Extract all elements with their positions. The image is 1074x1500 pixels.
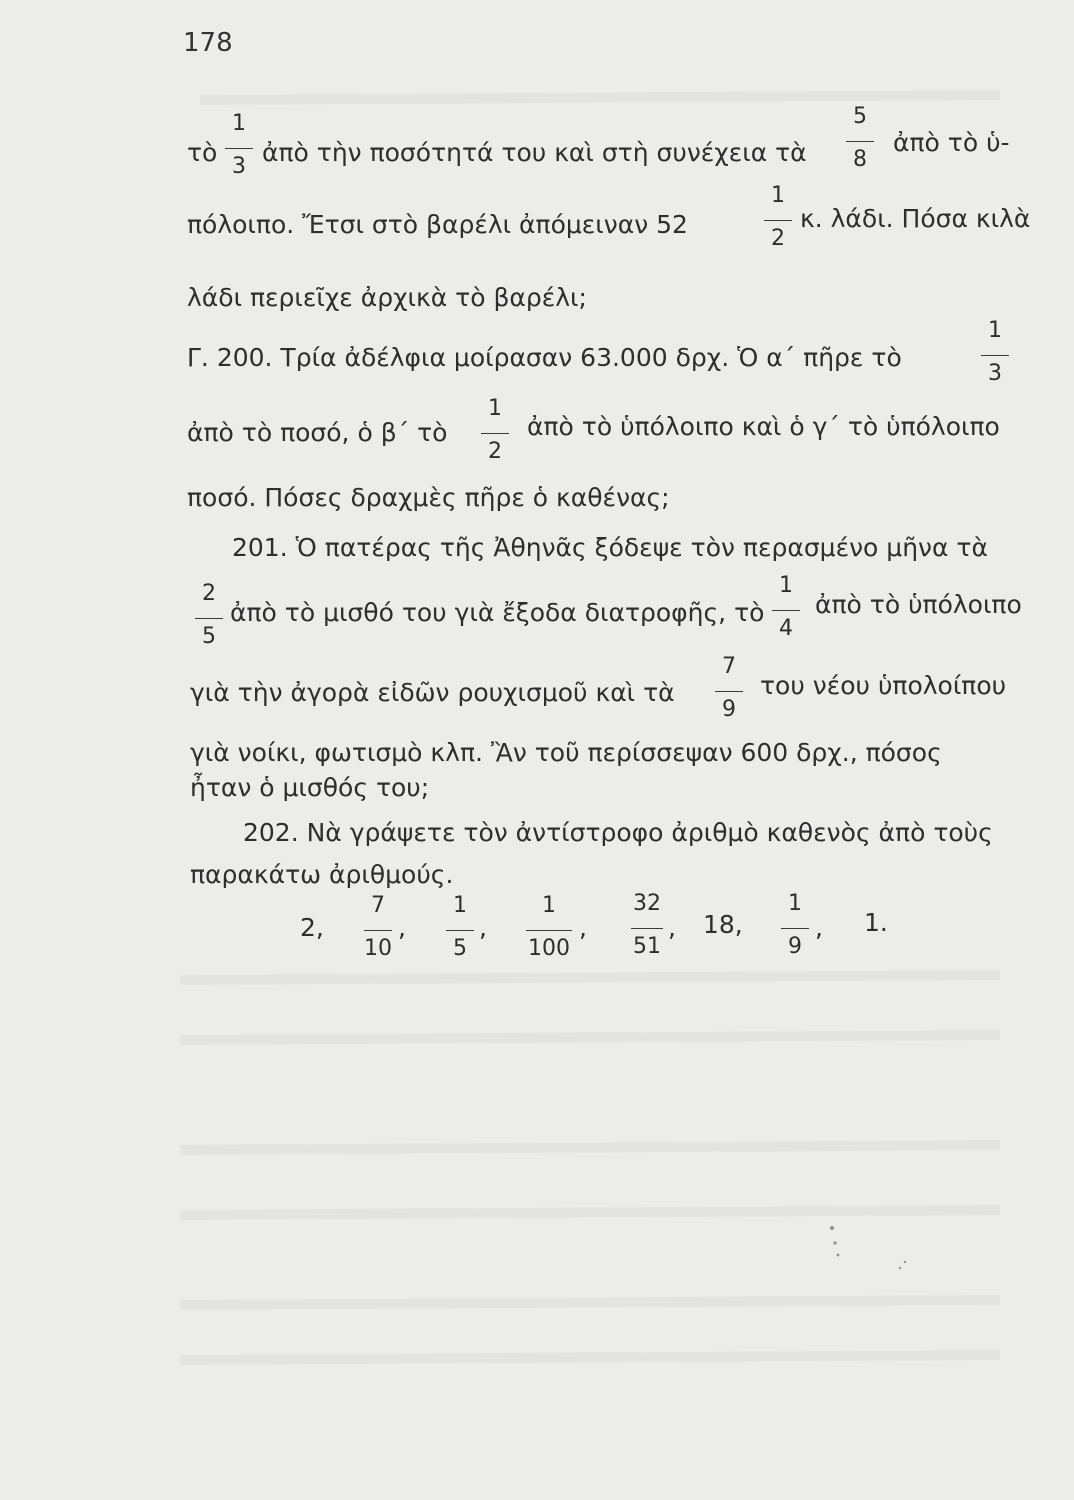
text-line-1c: ἀπὸ τὸ ὑ- [893,128,1010,157]
list-comma-4: , [668,913,676,942]
text-line-8a: ἀπὸ τὸ μισθό του γιὰ ἔξοδα διατροφῆς, τὸ [230,598,765,627]
text-line-13: παρακάτω ἀριθμούς. [190,860,454,889]
list-item-2: 2, [300,913,324,942]
list-fraction-32-51: 32 51 [633,891,661,959]
fraction-one-half-a: 1 2 [758,185,798,265]
text-line-5b: ἀπὸ τὸ ὑπόλοιπο καὶ ὁ γ΄ τὸ ὑπόλοιπο [527,412,1000,441]
text-line-6: ποσό. Πόσες δραχμὲς πῆρε ὁ καθένας; [187,483,670,512]
text-line-9a: γιὰ τὴν ἀγορὰ εἰδῶν ρουχισμοῦ καὶ τὰ [190,678,675,707]
fraction-seven-ninths: 7 9 [709,656,749,736]
fraction-one-fourth: 1 4 [766,575,806,655]
text-line-1a: τὸ [187,138,218,167]
text-line-10: γιὰ νοίκι, φωτισμὸ κλπ. Ἂν τοῦ περίσσεψαν 600 δρχ., πόσος [190,738,942,767]
list-item-1: 1. [864,908,888,937]
text-line-3: λάδι περιεῖχε ἀρχικὰ τὸ βαρέλι; [187,283,587,312]
fraction-five-eighths: 5 8 [840,106,880,186]
list-comma-2: , [479,913,487,942]
text-line-4: Γ. 200. Τρία ἀδέλφια μοίρασαν 63.000 δρχ. Ὁ α΄ πῆρε τὸ [187,343,902,372]
text-line-12: 202. Νὰ γράψετε τὸν ἀντίστροφο ἀριθμὸ καθενὸς ἀπὸ τοὺς [243,818,993,847]
fraction-one-third-b: 1 3 [975,320,1015,400]
list-item-18: 18, [703,910,743,939]
list-comma-1: , [398,913,406,942]
fraction-two-fifths: 2 5 [189,583,229,663]
list-comma-3: , [579,913,587,942]
text-line-8b: ἀπὸ τὸ ὑπόλοιπο [815,590,1022,619]
list-fraction-1-9: 1 9 [775,893,815,973]
text-line-11: ἦταν ὁ μισθός του; [190,773,430,802]
fraction-one-third-a: 1 3 [219,113,259,193]
text-line-1b: ἀπὸ τὴν ποσότητά του καὶ στὴ συνέχεια τὰ [262,138,807,167]
fraction-one-half-b: 1 2 [475,398,515,478]
list-fraction-1-100: 1 100 [528,893,570,961]
list-comma-5: , [815,913,823,942]
list-fraction-7-10: 7 10 [364,893,392,961]
text-line-7: 201. Ὁ πατέρας τῆς Ἀθηνᾶς ξόδεψε τὸν περασμένο μῆνα τὰ [232,533,988,562]
text-line-5a: ἀπὸ τὸ ποσό, ὁ β΄ τὸ [187,418,448,447]
page-number: 178 [183,28,233,58]
text-line-2a: πόλοιπο. Ἔτσι στὸ βαρέλι ἀπόμειναν 52 [187,210,688,239]
text-line-9b: του νέου ὑπολοίπου [760,671,1007,700]
list-fraction-1-5: 1 5 [440,895,480,975]
text-line-2b: κ. λάδι. Πόσα κιλὰ [800,204,1031,233]
